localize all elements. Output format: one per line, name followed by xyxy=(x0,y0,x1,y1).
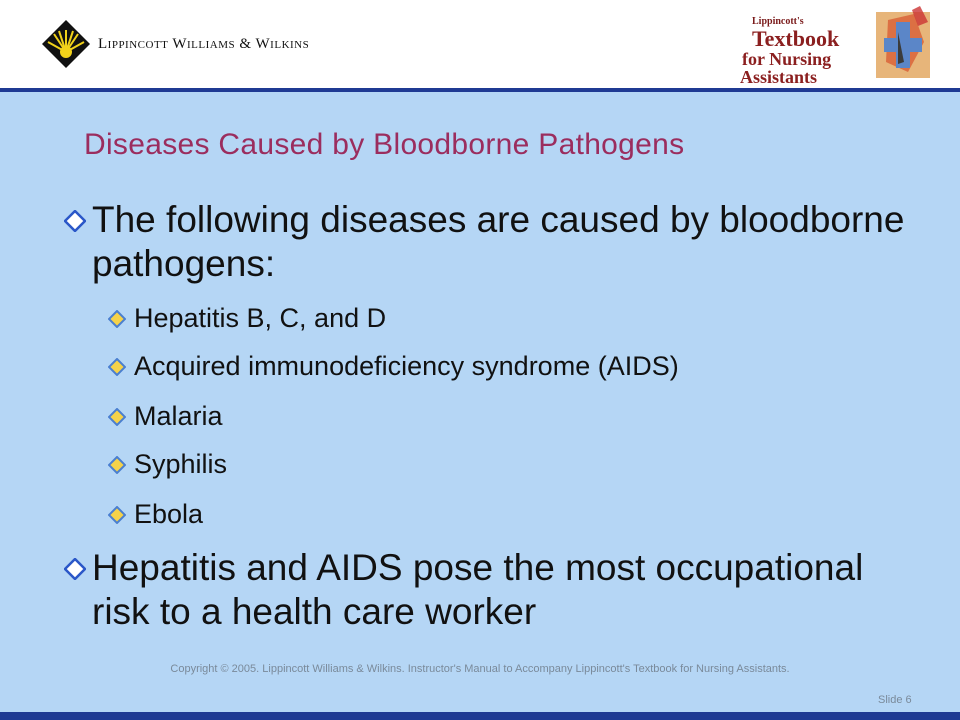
sub-item-text: Ebola xyxy=(134,499,204,529)
textbook-logo-line2: for Nursing xyxy=(742,49,832,69)
textbook-logo xyxy=(738,2,938,88)
publisher-logo xyxy=(40,18,309,70)
bullet-1 xyxy=(62,198,922,286)
sub-item xyxy=(108,498,203,530)
textbook-logo-small: Lippincott's xyxy=(752,16,804,27)
bullet-2-text: Hepatitis and AIDS pose the most occupational risk to a health care worker xyxy=(92,547,864,632)
slide-title: Diseases Caused by Bloodborne Pathogens xyxy=(84,128,685,161)
sub-item-text: Malaria xyxy=(134,401,223,431)
sub-item-text: Acquired immunodeficiency syndrome (AIDS) xyxy=(134,351,679,381)
sub-item-text: Syphilis xyxy=(134,449,228,479)
textbook-logo-line1: Textbook xyxy=(752,26,840,51)
textbook-logo-art xyxy=(868,2,938,88)
sub-item-text: Hepatitis B, C, and D xyxy=(134,303,387,333)
sub-item xyxy=(108,350,679,382)
copyright-notice: Copyright © 2005. Lippincott Williams & Wilkins. Instructor's Manual to Accompany Lippincott's Textbook for Nursing Assistants. xyxy=(170,663,790,675)
bullet-1-text: The following diseases are caused by bloodborne pathogens: xyxy=(92,199,905,284)
diamond-bullet-icon xyxy=(64,210,86,232)
publisher-name: Lippincott Williams & Wilkins xyxy=(98,35,310,52)
sub-item xyxy=(108,448,227,480)
textbook-logo-line3: Assistants xyxy=(740,67,818,87)
diamond-bullet-icon xyxy=(108,506,126,524)
diamond-bullet-icon xyxy=(64,558,86,580)
diamond-bullet-icon xyxy=(108,408,126,426)
diamond-bullet-icon xyxy=(108,310,126,328)
diamond-bullet-icon xyxy=(108,358,126,376)
sub-item xyxy=(108,400,223,432)
bullet-2 xyxy=(62,546,922,634)
publisher-sunburst-logo xyxy=(40,18,92,70)
diamond-bullet-icon xyxy=(108,456,126,474)
footer-rule xyxy=(0,712,960,720)
sub-item xyxy=(108,302,386,334)
slide-number: Slide 6 xyxy=(878,694,912,706)
